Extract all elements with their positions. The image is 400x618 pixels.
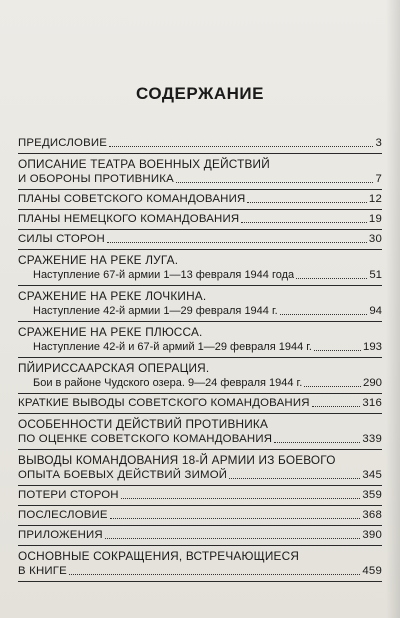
divider	[18, 285, 382, 286]
toc-entry	[18, 288, 382, 319]
toc-page-number: 30	[368, 233, 382, 245]
toc-entry-title: ПОТЕРИ СТОРОН	[18, 489, 119, 501]
divider	[18, 321, 382, 322]
leader-dots	[229, 478, 360, 479]
toc-entry	[18, 396, 382, 411]
leader-dots	[296, 278, 367, 279]
toc-entry-title: И ОБОРОНЫ ПРОТИВНИКА	[18, 173, 174, 185]
divider	[18, 545, 382, 546]
toc-entry	[18, 212, 382, 227]
toc-entry-title-line1: ОСОБЕННОСТИ ДЕЙСТВИЙ ПРОТИВНИКА	[18, 417, 269, 431]
toc-entry-title: КРАТКИЕ ВЫВОДЫ СОВЕТСКОГО КОМАНДОВАНИЯ	[18, 397, 310, 409]
toc-entry-title-line1: ОПИСАНИЕ ТЕАТРА ВОЕННЫХ ДЕЙСТВИЙ	[18, 157, 270, 171]
toc-entry-title-line1: СРАЖЕНИЕ НА РЕКЕ ЛОЧКИНА.	[18, 289, 207, 303]
divider	[18, 393, 382, 394]
toc-page-number: 339	[362, 433, 382, 445]
divider	[18, 209, 382, 210]
leader-dots	[274, 442, 360, 443]
toc-entry	[18, 508, 382, 523]
toc-entry-title: СИЛЫ СТОРОН	[18, 233, 105, 245]
toc-entry	[18, 488, 382, 503]
toc-entry-title: В КНИГЕ	[18, 565, 67, 577]
toc-entry-title-line1: СРАЖЕНИЕ НА РЕКЕ ПЛЮССА.	[18, 325, 203, 339]
divider	[18, 413, 382, 414]
toc-entry-subtitle: Наступление 42-й и 67-й армий 1—29 февраля 1944 г.	[33, 341, 312, 353]
toc-entry-title-line1: ПЙИРИССААРСКАЯ ОПЕРАЦИЯ.	[18, 361, 210, 375]
leader-dots	[280, 314, 368, 315]
toc-page-number: 390	[362, 529, 382, 541]
toc-entry-title: ПО ОЦЕНКЕ СОВЕТСКОГО КОМАНДОВАНИЯ	[18, 433, 273, 445]
toc-entry	[18, 452, 382, 483]
toc-page-number: 345	[362, 469, 382, 481]
toc-page-number: 359	[362, 489, 382, 501]
toc-page-number: 316	[362, 397, 382, 409]
divider	[18, 357, 382, 358]
divider	[18, 153, 382, 154]
divider	[18, 505, 382, 506]
leader-dots	[107, 242, 367, 243]
toc-entry-title: ПЛАНЫ НЕМЕЦКОГО КОМАНДОВАНИЯ	[18, 213, 240, 225]
toc-entry-subtitle: Бои в районе Чудского озера. 9—24 февраля 1944 г.	[33, 377, 303, 389]
divider	[18, 449, 382, 450]
toc-entry	[18, 360, 382, 391]
toc-page-number: 12	[368, 193, 382, 205]
toc-entry	[18, 528, 382, 543]
toc-page-number: 459	[362, 565, 382, 577]
toc-entry-title-line1: ОСНОВНЫЕ СОКРАЩЕНИЯ, ВСТРЕЧАЮЩИЕСЯ	[18, 549, 300, 563]
toc-entry	[18, 136, 382, 151]
toc-page-number: 19	[368, 213, 382, 225]
divider	[18, 485, 382, 486]
leader-dots	[247, 202, 367, 203]
toc-page-number: 193	[362, 341, 382, 353]
leader-dots	[110, 518, 361, 519]
toc-entry	[18, 416, 382, 447]
page-title: СОДЕРЖАНИЕ	[136, 84, 264, 103]
toc-entry	[18, 548, 382, 579]
leader-dots	[69, 574, 360, 575]
divider	[18, 581, 382, 582]
toc-entry	[18, 252, 382, 283]
toc-entry-subtitle: Наступление 67-й армии 1—13 февраля 1944 года	[33, 269, 295, 281]
toc-entry	[18, 232, 382, 247]
toc-entry	[18, 192, 382, 207]
leader-dots	[121, 498, 361, 499]
toc-entry	[18, 156, 382, 187]
toc-entry-title: ОПЫТА БОЕВЫХ ДЕЙСТВИЙ ЗИМОЙ	[18, 469, 228, 481]
toc-page-number: 290	[362, 377, 382, 389]
table-of-contents	[18, 136, 382, 584]
toc-entry-title-line1: СРАЖЕНИЕ НА РЕКЕ ЛУГА.	[18, 253, 179, 267]
divider	[18, 229, 382, 230]
divider	[18, 249, 382, 250]
leader-dots	[241, 222, 367, 223]
leader-dots	[176, 182, 374, 183]
toc-page-number: 94	[369, 305, 382, 317]
divider	[18, 525, 382, 526]
toc-entry-title-line1: ВЫВОДЫ КОМАНДОВАНИЯ 18-Й АРМИИ ИЗ БОЕВОГО	[18, 453, 336, 467]
leader-dots	[314, 350, 361, 351]
toc-entry-title: ПРЕДИСЛОВИЕ	[18, 137, 108, 149]
leader-dots	[312, 406, 361, 407]
toc-page-number: 51	[369, 269, 382, 281]
toc-entry	[18, 324, 382, 355]
toc-page-number: 368	[362, 509, 382, 521]
toc-page-number: 7	[375, 173, 382, 185]
toc-page-number: 3	[375, 137, 382, 149]
leader-dots	[105, 538, 361, 539]
divider	[18, 189, 382, 190]
leader-dots	[304, 386, 361, 387]
toc-entry-title: ПРИЛОЖЕНИЯ	[18, 529, 103, 541]
toc-entry-title: ПОСЛЕСЛОВИЕ	[18, 509, 108, 521]
leader-dots	[109, 146, 373, 147]
toc-entry-title: ПЛАНЫ СОВЕТСКОГО КОМАНДОВАНИЯ	[18, 193, 246, 205]
toc-entry-subtitle: Наступление 42-й армии 1—29 февраля 1944 г.	[33, 305, 278, 317]
